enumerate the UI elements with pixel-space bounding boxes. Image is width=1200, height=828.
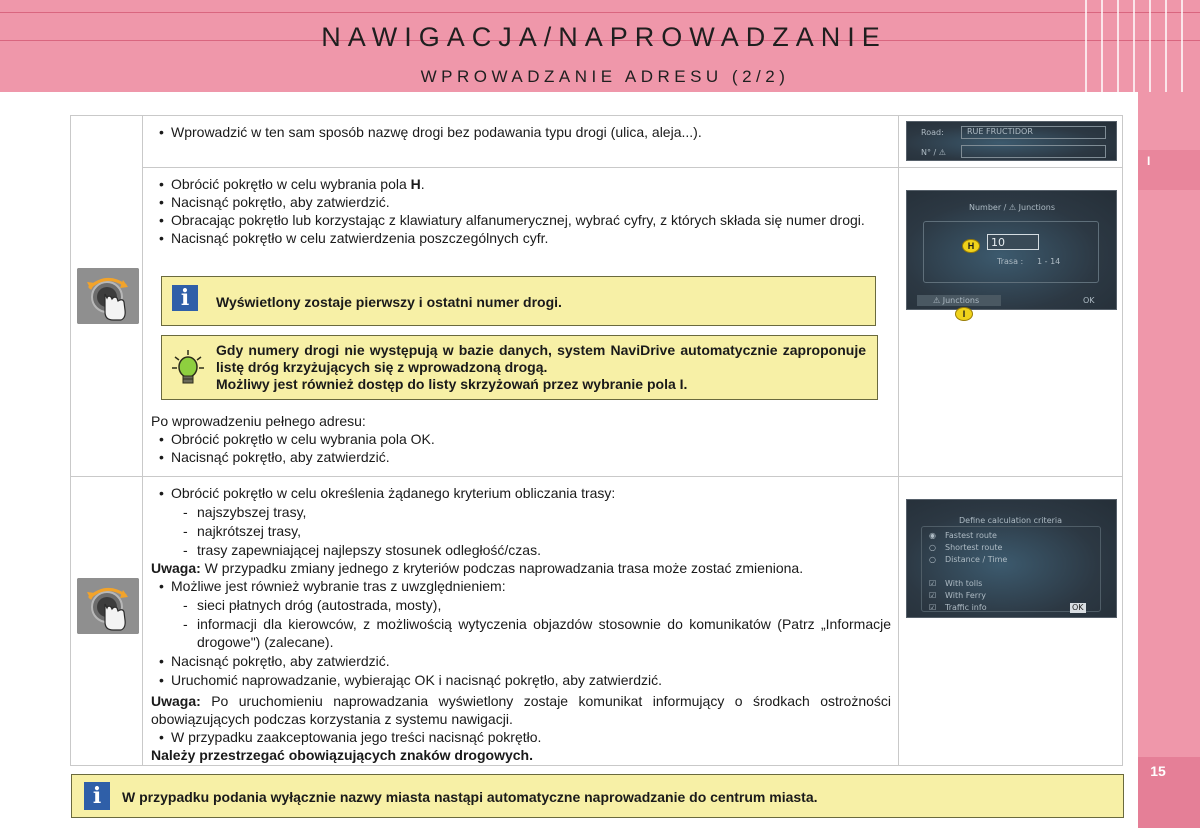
road-label: Road: [921, 128, 944, 137]
range-value: 1 - 14 [1037, 257, 1061, 266]
instruction-table [70, 115, 1123, 766]
info-icon-bottom: i [84, 782, 110, 810]
junctions-button: ⚠ Junctions [933, 296, 980, 305]
road-value: RUE FRUCTIDOR [967, 127, 1033, 136]
page-header [0, 0, 1200, 92]
number-value: 10 [991, 236, 1005, 249]
criteria-heading: Define calculation criteria [959, 516, 1063, 525]
info-box-first-last: i Wyświetlony zostaje pierwszy i ostatni numer drogi. [161, 276, 876, 326]
option-fastest: Fastest route [945, 531, 997, 540]
chapter-tab-label: I [1147, 154, 1151, 168]
chapter-tab[interactable] [1138, 150, 1200, 190]
number-screen-heading: Number / ⚠ Junctions [969, 203, 1056, 212]
number-label: N° / ⚠ [921, 148, 946, 157]
row2-text: • Obrócić pokrętło w celu wybrania pola H. • Nacisnąć pokrętło, aby zatwierdzić. • Obracając pokrętło lub korzystając z klawiatury alfanumerycznej, wybrać cyfry, z których składa się numer drogi. • Nacisnąć pokrętło w celu zatwierdzenia poszczególnych cyfr. [151, 175, 891, 247]
row3-text: • Obrócić pokrętło w celu określenia żądanego kryterium obliczania trasy: - najszybszej trasy, - najkrótszej trasy, - trasy zapewniającej najlepszy stosunek odległość/czas. Uwaga: W przypadku zmiany jednego z kryteriów podczas naprowadzania trasa może zostać zmieniona. • Możliwe jest również wybranie tras z uwzględnieniem: - sieci płatnych dróg (autostrada, mosty), - informacji dla kierowców, z możliwością wytyczenia objazdów stosownie do komunikatów (Patrz „Informacje drogowe") (zalecane). • Nacisnąć pokrętło, aby zatwierdzić. • Uruchomić naprowadzanie, wybierając OK i nacisnąć pokrętło, aby zatwierdzić. Uwaga: Po uruchomieniu naprowadzania wyświetlony zostaje komunikat informujący o środkach ostrożności obowiązujących podczas korzystania z systemu nawigacji. • W przypadku zaakceptowania jego treści nacisnąć pokrętło. Należy przestrzegać obowiązujących znaków drogowych. [151, 484, 891, 764]
option-distance-time: Distance / Time [945, 555, 1008, 564]
route-criteria-screen: Define calculation criteria ◉ Fastest route ○ Shortest route ○ Distance / Time ☑ With tolls ☑ With Ferry ☑ Traffic info OK [906, 499, 1117, 618]
range-label: Trasa : [997, 257, 1024, 266]
check-tolls: With tolls [945, 579, 983, 588]
page-number-box [1138, 757, 1200, 828]
page-subtitle: WPROWADZANIE ADRESU (2/2) [420, 67, 790, 86]
criteria-ok-button: OK [1072, 603, 1084, 612]
marker-i: I [955, 307, 973, 321]
page-title: NAWIGACJA/NAPROWADZANIE [321, 22, 887, 52]
light-bulb-icon [170, 348, 206, 388]
page-number: 15 [1150, 763, 1166, 779]
row1-bullet: • Wprowadzić w ten sam sposób nazwę drogi bez podawania typu drogi (ulica, aleja...). [151, 123, 891, 141]
number-entry-screen [906, 190, 1117, 310]
check-traffic: Traffic info [945, 603, 987, 612]
row1-text [151, 123, 891, 141]
icon-column [71, 116, 143, 765]
tip-box-intersections: Gdy numery drogi nie występują w bazie danych, system NaviDrive automatycznie zaproponuje listę dróg krzyżujących się z wprowadzoną drogą. Możliwy jest również dostęp do listy skrzyżowań przez wybranie pola I. [161, 335, 878, 400]
info-icon: i [172, 285, 198, 311]
rotary-knob-icon-2 [77, 578, 139, 634]
marker-h: H [962, 239, 980, 253]
option-shortest: Shortest route [945, 543, 1003, 552]
row2-after-text: Po wprowadzeniu pełnego adresu: • Obrócić pokrętło w celu wybrania pola OK. • Nacisnąć pokrętło, aby zatwierdzić. [151, 412, 891, 466]
bottom-info-box: i W przypadku podania wyłącznie nazwy miasta nastąpi automatyczne naprowadzanie do centrum miasta. [71, 774, 1124, 818]
check-ferry: With Ferry [945, 591, 986, 600]
ok-button: OK [1083, 296, 1095, 305]
rotary-knob-icon [77, 268, 139, 324]
road-entry-screen [906, 121, 1117, 161]
